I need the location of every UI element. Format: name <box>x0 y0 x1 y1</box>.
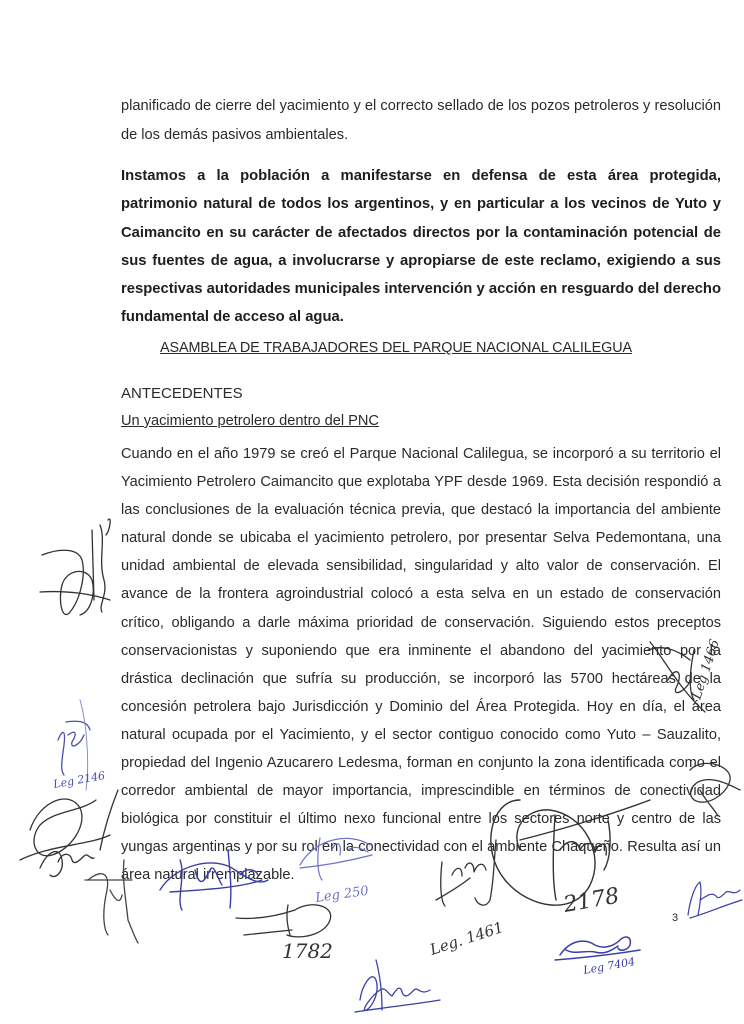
call-to-action-paragraph: Instamos a la población a manifestarse en defensa de esta área protegida, patrimonio natural de todos los argentinos, y en particular a los vecinos de Yuto y Caimancito en su carácter de afectados directos por la contaminación potencial de sus fuentes de agua, a involucrarse y apropiarse de este reclamo, exigiendo a sus respectivas autoridades municipales intervención y acción en resguardo del derecho fundamental de acceso al agua. <box>121 168 721 326</box>
intro-paragraph: planificado de cierre del yacimiento y el correcto sellado de los pozos petroleros y resolución de los demás pasivos ambientales. <box>121 98 721 143</box>
annotation-1782: 1782 <box>282 939 333 963</box>
annotation-leg-1461: Leg. 1461 <box>427 918 506 959</box>
signature-bottom-8 <box>355 960 440 1012</box>
annotation-2178: 2178 <box>561 883 622 918</box>
signature-bottom-4 <box>236 905 333 963</box>
annotation-leg-7404: Leg 7404 <box>582 955 637 977</box>
signature-left-3 <box>20 790 118 877</box>
annotation-leg-1466: Leg 1466 <box>689 637 723 702</box>
annotation-leg-250: Leg 250 <box>314 883 370 906</box>
body-paragraph: Cuando en el año 1979 se creó el Parque Nacional Calilegua, se incorporó a su territorio el Yacimiento Petrolero Caimancito que explotaba YPF desde 1969. Esta decisión respondió a las conclusiones de la evaluación técnica previa, que destacó la importancia del ambiente natural donde se ubicaba el yacimiento petrolero, por presentar Selva Pedemontana, una unidad ambiental de elevada sensibilidad, singularidad y alto valor de conservación. El avance de la frontera agroindustrial colocó a esta selva en un estado de conservación crítico, obligando a darle máxima prioridad de conservación. Siguiendo estos preceptos conservacionistas y suponiendo que era inminente el abandono del yacimiento por la drástica declinación que sufría su producción, se incorporó las 5700 hectáreas de la concesión petrolera bajo Jurisdicción y Dominio del Área Protegida. Hoy en día, el área natural ocupada por el Yacimiento, y el sector contiguo conocido como Yuto – Sauzalito, propiedad del Ingenio Azucarero Ledesma, forman en conjunto la zona identificada como el corredor ambiental de mayor importancia, imprescindible en términos de conectividad biológica por constituir el último nexo funcional entre los sectores norte y centro de las yungas argentinas y por su rol en la conectividad con el ambiente Chaqueño. Resulta así un área natural irremplazable. <box>121 446 721 884</box>
section-heading: ANTECEDENTES <box>121 385 243 402</box>
annotation-leg-2146: Leg 2146 <box>52 769 107 791</box>
signature-left-1 <box>40 519 110 615</box>
signatory-title: ASAMBLEA DE TRABAJADORES DEL PARQUE NACIONAL CALILEGUA <box>160 340 633 356</box>
subsection-heading: Un yacimiento petrolero dentro del PNC <box>121 413 379 429</box>
signature-left-2 <box>51 700 106 791</box>
page-number: 3 <box>672 912 679 924</box>
signature-bottom-7 <box>555 937 640 977</box>
